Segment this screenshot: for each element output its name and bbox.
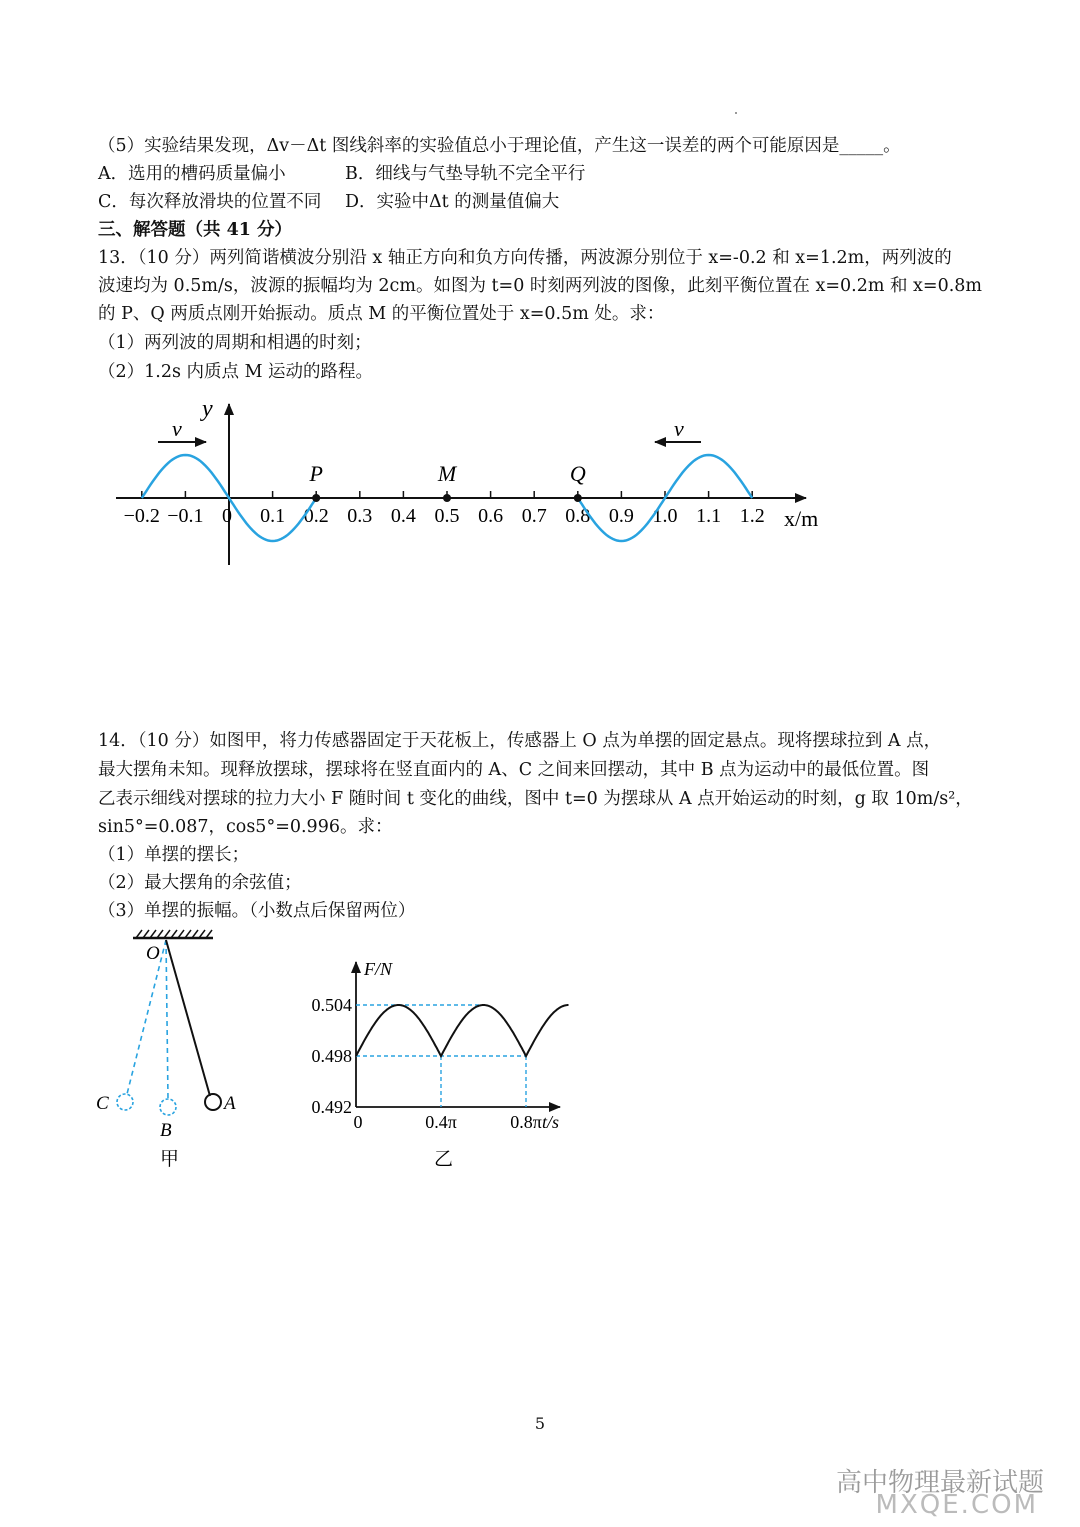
watermark-site: MXQE.COM	[875, 1490, 1038, 1520]
q13-sub1: （1）两列波的周期和相遇的时刻；	[98, 333, 372, 353]
wave-point-label: Q	[569, 461, 586, 486]
caption-yi: 乙	[434, 1149, 454, 1170]
watermark-text: 高中物理最新试题	[835, 1468, 1044, 1498]
page-number: 5	[534, 1414, 546, 1433]
wave-tick-label: 1.2	[739, 505, 765, 527]
chart-y-tick-label: 0.498	[311, 1046, 352, 1066]
ball-b	[160, 1099, 176, 1115]
chart-y-label: F/N	[364, 959, 393, 979]
q12-option-c: C．每次释放滑块的位置不同	[98, 192, 322, 212]
wave-point-m	[443, 494, 451, 502]
wave-tick-label: −0.2	[123, 505, 160, 527]
left-velocity-label: v	[172, 416, 182, 441]
wave-tick-label: 0.1	[260, 505, 286, 527]
chart-y-tick-label: 0.504	[311, 995, 352, 1015]
q14-sub2: （2）最大摆角的余弦值；	[98, 873, 302, 893]
chart-x-tick-label: 0.8π	[510, 1112, 542, 1132]
label-b: B	[160, 1120, 172, 1141]
wave-tick-label: 1.1	[696, 505, 722, 527]
q14-sub1: （1）单摆的摆长；	[98, 845, 250, 865]
wave-point-q	[574, 494, 582, 502]
right-velocity-label: v	[674, 416, 684, 441]
wave-tick-label: 0.5	[434, 505, 460, 527]
wave-tick-label: 0.7	[521, 505, 547, 527]
scan-dot	[735, 112, 737, 114]
force-curve	[356, 1005, 569, 1056]
wave-tick-label: −0.1	[167, 505, 204, 527]
q14-line1: 14．（10 分）如图甲，将力传感器固定于天花板上，传感器上 O 点为单摆的固定悬点。现将摆球拉到 A 点，	[98, 731, 942, 751]
q13-line3: 的 P、Q 两质点刚开始振动。质点 M 的平衡位置处于 x=0.5m 处。求：	[98, 304, 665, 324]
q14-line4: sin5°=0.087，cos5°=0.996。求：	[98, 817, 393, 837]
wave-tick-label: 0.3	[347, 505, 373, 527]
wave-tick-label: 0	[222, 505, 232, 527]
label-a: A	[224, 1093, 236, 1114]
ball-c	[117, 1094, 133, 1110]
q14-line2: 最大摆角未知。现释放摆球，摆球将在竖直面内的 A、C 之间来回摆动，其中 B 点为运动中的最低位置。图	[98, 760, 930, 780]
label-c: C	[96, 1093, 109, 1114]
chart-y-tick-label: 0.492	[311, 1097, 352, 1117]
wave-tick-label: 0.6	[478, 505, 504, 527]
wave-point-label: M	[437, 461, 457, 486]
wave-y-label: y	[202, 396, 213, 422]
q13-line2: 波速均为 0.5m/s，波源的振幅均为 2cm。如图为 t=0 时刻两列波的图像，此刻平衡位置在 x=0.2m 和 x=0.8m	[98, 276, 983, 296]
string-to-b	[166, 940, 168, 1099]
chart-x-tick-label: 0.4π	[425, 1112, 457, 1132]
wave-point-p	[312, 494, 320, 502]
q12-option-a: A．选用的槽码质量偏小	[98, 164, 286, 184]
q13-line1: 13．（10 分）两列简谐横波分别沿 x 轴正方向和负方向传播，两波源分别位于 x=-0.2 和 x=1.2m，两列波的	[98, 248, 952, 268]
wave-tick-label: 1.0	[652, 505, 678, 527]
chart-x-label: t/s	[542, 1112, 560, 1132]
wave-tick-label: 0.2	[303, 505, 329, 527]
q13-sub2: （2）1.2s 内质点 M 运动的路程。	[98, 362, 374, 382]
force-time-chart	[290, 950, 580, 1180]
ball-a	[205, 1094, 221, 1110]
q12-option-b: B．细线与气垫导轨不完全平行	[345, 164, 586, 184]
section-heading: 三、解答题（共 41 分）	[98, 220, 293, 240]
string-to-a	[166, 940, 210, 1096]
q12-option-d: D．实验中Δt 的测量值偏大	[345, 192, 560, 212]
wave-x-label: x/m	[784, 506, 819, 531]
wave-point-label: P	[309, 461, 323, 486]
q12-part5: （5）实验结果发现，Δv－Δt 图线斜率的实验值总小于理论值，产生这一误差的两个可能原因是_____。	[98, 136, 901, 156]
chart-x-tick-label: 0	[353, 1112, 363, 1132]
wave-tick-label: 0.9	[608, 505, 634, 527]
pendulum-figure	[80, 920, 260, 1180]
q14-line3: 乙表示细线对摆球的拉力大小 F 随时间 t 变化的曲线，图中 t=0 为摆球从 A 点开始运动的时刻，g 取 10m/s²，	[98, 789, 973, 809]
wave-tick-label: 0.4	[390, 505, 416, 527]
q14-sub3: （3）单摆的振幅。（小数点后保留两位）	[98, 901, 416, 921]
caption-jia: 甲	[160, 1149, 180, 1170]
wave-tick-label: 0.8	[565, 505, 591, 527]
wave-figure	[0, 390, 1080, 580]
label-o: O	[146, 943, 160, 964]
